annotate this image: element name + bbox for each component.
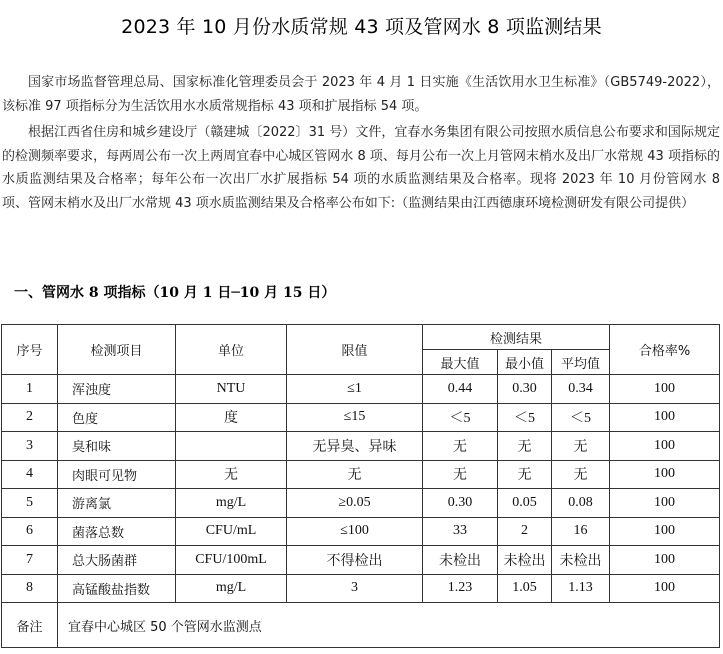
cell-avg: 无 <box>552 460 610 489</box>
intro-paragraph-2 <box>2 121 720 215</box>
cell-avg: 0.08 <box>552 489 610 518</box>
cell-item: 色度 <box>58 403 176 432</box>
cell-avg: 未检出 <box>552 546 610 575</box>
cell-max: 0.44 <box>423 375 498 404</box>
cell-min: ＜5 <box>498 403 552 432</box>
cell-min: 0.05 <box>498 489 552 518</box>
remark-text: 宜春中心城区 50 个管网水监测点 <box>58 603 720 648</box>
cell-limit: 无异臭、异味 <box>287 432 423 461</box>
cell-item: 臭和味 <box>58 432 176 461</box>
cell-pass-rate: 100 <box>610 574 720 603</box>
cell-item: 肉眼可见物 <box>58 460 176 489</box>
cell-min: 1.05 <box>498 574 552 603</box>
cell-unit: 度 <box>176 403 287 432</box>
header-pass-rate: 合格率% <box>610 325 720 375</box>
cell-seq: 8 <box>2 574 58 603</box>
cell-item: 游离氯 <box>58 489 176 518</box>
cell-seq: 6 <box>2 517 58 546</box>
cell-limit: ≤100 <box>287 517 423 546</box>
cell-seq: 1 <box>2 375 58 404</box>
header-seq: 序号 <box>2 325 58 375</box>
cell-avg: 无 <box>552 432 610 461</box>
header-results: 检测结果 <box>423 325 610 350</box>
header-item: 检测项目 <box>58 325 176 375</box>
cell-max: 1.23 <box>423 574 498 603</box>
cell-min: 2 <box>498 517 552 546</box>
header-avg: 平均值 <box>552 350 610 375</box>
cell-max: 无 <box>423 432 498 461</box>
cell-seq: 5 <box>2 489 58 518</box>
cell-seq: 7 <box>2 546 58 575</box>
cell-limit: ≥0.05 <box>287 489 423 518</box>
table-row <box>2 403 720 432</box>
cell-seq: 3 <box>2 432 58 461</box>
table-row <box>2 489 720 518</box>
cell-unit: mg/L <box>176 574 287 603</box>
header-limit: 限值 <box>287 325 423 375</box>
cell-max: 未检出 <box>423 546 498 575</box>
section-title: 一、管网水 8 项指标（10 月 1 日─10 月 15 日） <box>14 285 336 301</box>
cell-item: 高锰酸盐指数 <box>58 574 176 603</box>
cell-limit: 3 <box>287 574 423 603</box>
cell-max: 33 <box>423 517 498 546</box>
remark-row <box>2 603 720 648</box>
cell-limit: ≤15 <box>287 403 423 432</box>
cell-item: 菌落总数 <box>58 517 176 546</box>
cell-max: ＜5 <box>423 403 498 432</box>
cell-avg: 0.34 <box>552 375 610 404</box>
intro-paragraph-2-text: 根据江西省住房和城乡建设厅（赣建城〔2022〕31 号）文件，宜春水务集团有限公司按照水质信息公布要求和国际规定的检测频率要求，每两周公布一次上两周宜春中心城区管网水 8 项、每月公布一次上月管网末梢水及出厂水常规 43 项指标的水质监测结果及合格率；每年公布一次出厂水扩展指标 54 项的水质监测结果及合格率。现将 2023 年 10 月份管网水 8 项、管网末梢水及出厂水常规 43 项水质监测结果及合格率公布如下:（监测结果由江西德康环境检测研发有限公司提供） <box>2 125 720 211</box>
cell-pass-rate: 100 <box>610 432 720 461</box>
cell-avg: ＜5 <box>552 403 610 432</box>
intro-paragraph-1 <box>2 71 720 118</box>
cell-pass-rate: 100 <box>610 375 720 404</box>
cell-unit: CFU/100mL <box>176 546 287 575</box>
cell-limit: 无 <box>287 460 423 489</box>
cell-unit: 无 <box>176 460 287 489</box>
cell-seq: 2 <box>2 403 58 432</box>
table-row <box>2 517 720 546</box>
cell-avg: 16 <box>552 517 610 546</box>
cell-limit: 不得检出 <box>287 546 423 575</box>
cell-avg: 1.13 <box>552 574 610 603</box>
cell-min: 无 <box>498 460 552 489</box>
cell-min: 无 <box>498 432 552 461</box>
cell-unit: CFU/mL <box>176 517 287 546</box>
cell-max: 无 <box>423 460 498 489</box>
cell-pass-rate: 100 <box>610 546 720 575</box>
table-header-row <box>2 325 720 350</box>
intro-paragraph-1-text: 国家市场监督管理总局、国家标准化管理委员会于 2023 年 4 月 1 日实施《生活饮用水卫生标准》（GB5749-2022），该标准 97 项指标分为生活饮用水水质常规指标 43 项和扩展指标 54 项。 <box>2 75 720 114</box>
cell-min: 0.30 <box>498 375 552 404</box>
cell-unit: mg/L <box>176 489 287 518</box>
header-max: 最大值 <box>423 350 498 375</box>
header-unit: 单位 <box>176 325 287 375</box>
cell-pass-rate: 100 <box>610 460 720 489</box>
cell-max: 0.30 <box>423 489 498 518</box>
cell-unit: NTU <box>176 375 287 404</box>
cell-seq: 4 <box>2 460 58 489</box>
cell-min: 未检出 <box>498 546 552 575</box>
cell-pass-rate: 100 <box>610 517 720 546</box>
table-row <box>2 546 720 575</box>
monitoring-results-table <box>1 324 720 648</box>
table-row <box>2 460 720 489</box>
table-row <box>2 375 720 404</box>
cell-item: 总大肠菌群 <box>58 546 176 575</box>
header-min: 最小值 <box>498 350 552 375</box>
cell-unit <box>176 432 287 461</box>
cell-item: 浑浊度 <box>58 375 176 404</box>
remark-label: 备注 <box>2 603 58 648</box>
table-row <box>2 574 720 603</box>
table-row <box>2 432 720 461</box>
cell-limit: ≤1 <box>287 375 423 404</box>
cell-pass-rate: 100 <box>610 403 720 432</box>
page-title: 2023 年 10 月份水质常规 43 项及管网水 8 项监测结果 <box>121 16 602 38</box>
cell-pass-rate: 100 <box>610 489 720 518</box>
